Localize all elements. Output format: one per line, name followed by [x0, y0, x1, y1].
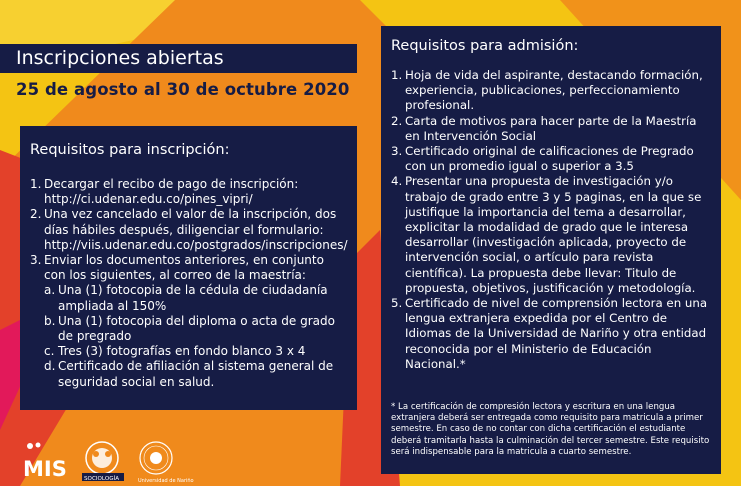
logos — [22, 440, 202, 484]
admission-panel — [381, 26, 721, 474]
list-item: a. Una (1) fotocopia de la cédula de ciudadanía ampliada al 150% — [44, 283, 328, 313]
list-item-text: Certificado original de calificaciones de Pregrado con un promedio igual o superior a 3.5 — [405, 144, 694, 174]
sociologia-logo-text: SOCIOLOGÍA — [84, 476, 120, 482]
admission-heading: Requisitos para admisión: — [391, 38, 579, 54]
sociologia-logo — [82, 442, 124, 482]
page-title: Inscripciones abiertas — [16, 47, 224, 69]
list-item: 2. Carta de motivos para hacer parte de la Maestría en Intervención Social — [391, 113, 697, 143]
list-item-text: Certificado de afiliación al sistema general de seguridad social en salud. — [58, 359, 334, 389]
list-item-text: Carta de motivos para hacer parte de la Maestría en Intervención Social — [405, 113, 697, 143]
list-item-text: Enviar los documentos anteriores, en conjunto con los siguientes, al correo de la maestría: — [44, 253, 324, 283]
logo-graphics — [22, 440, 202, 484]
university-seal — [138, 442, 194, 484]
list-item: 3. Certificado original de calificaciones de Pregrado con un promedio igual o superior a 3.5 — [391, 144, 694, 174]
list-item: b. Una (1) fotocopia del diploma o acta de grado de pregrado — [44, 313, 335, 344]
mis-logo — [23, 443, 67, 482]
mis-logo-text: MIS — [23, 457, 67, 481]
list-item-text: Tres (3) fotografías en fondo blanco 3 x 4 — [58, 344, 306, 359]
list-item: 5. Certificado de nivel de comprensión lectora en una lengua extranjera expedida por el Centro de Idiomas de la Universidad de Nariño y otra entidad reconocida por el Ministerio de Educación Nacional.* — [391, 296, 708, 371]
list-item-text: Decargar el recibo de pago de inscripción: http://ci.udenar.edu.co/pines_vipri/ — [44, 177, 299, 207]
inscription-panel — [20, 126, 357, 410]
inscription-sublist — [44, 283, 347, 389]
list-item: c. Tres (3) fotografías en fondo blanco 3 x 4 — [44, 344, 306, 359]
list-item-text: Una vez cancelado el valor de la inscripción, dos días hábiles después, diligenciar el formulario: http://viis.udenar.edu.co/postgrados/inscripciones/ — [44, 207, 348, 252]
title-bar — [0, 44, 357, 73]
date-range: 25 de agosto al 30 de octubre 2020 — [16, 80, 350, 99]
admission-list — [391, 68, 713, 372]
list-item-text: Presentar una propuesta de investigación y/o trabajo de grado entre 3 y 5 paginas, en la que se justifique la importancia del tema a desarrollar, explicitar la modalidad de grado que le interesa desarrollar (investigación aplicada, proyecto de intervención social, o artículo para revista científica). La propuesta debe llevar: Titulo de propuesta, objetivos, justificación y metodología. — [405, 174, 702, 295]
list-item-text: Una (1) fotocopia de la cédula de ciudadanía ampliada al 150% — [58, 283, 328, 313]
footnote: * La certificación de compresión lectora y escritura en una lengua extranjera deberá ser entregada como requisito para matricula a primer semestre. En caso de no contar con dicha certificación el estudiante deberá tramitarla hasta la culminación del tercer semestre. Este requisito será indispensable para la matricula a cuarto semestre. — [391, 402, 710, 457]
list-item-text: Hoja de vida del aspirante, destacando formación, experiencia, publicaciones, perfeccionamiento profesional. — [405, 68, 703, 113]
list-item: 1. Hoja de vida del aspirante, destacando formación, experiencia, publicaciones, perfeccionamiento profesional. — [391, 68, 703, 113]
university-seal-text: Universidad de Nariño — [138, 478, 194, 484]
list-item: 4. Presentar una propuesta de investigación y/o trabajo de grado entre 3 y 5 paginas, en la que se justifique la importancia del tema a desarrollar, explicitar la modalidad de grado que le interesa desarrollar (investigación aplicada, proyecto de intervención social, o artículo para revista científica). La propuesta debe llevar: Titulo de propuesta, objetivos, justificación y metodología. — [391, 174, 702, 295]
inscription-heading: Requisitos para inscripción: — [30, 142, 230, 158]
list-item: 1. Decargar el recibo de pago de inscripción: http://ci.udenar.edu.co/pines_vipri/ — [30, 177, 299, 207]
inscription-list — [30, 177, 347, 390]
list-item-text: Una (1) fotocopia del diploma o acta de grado de pregrado — [58, 313, 335, 344]
list-item: d. Certificado de afiliación al sistema general de seguridad social en salud. — [44, 359, 334, 389]
list-item: 2. Una vez cancelado el valor de la inscripción, dos días hábiles después, diligenciar el formulario: http://viis.udenar.edu.co/postgrados/inscripciones/ — [30, 207, 348, 252]
list-item: 3. Enviar los documentos anteriores, en conjunto con los siguientes, al correo de la maestría: a. Una (1) fotocopia de la cédula de ciudadanía ampliada al 150% b. Una (1) fotocopia del diploma o acta de grado de pregrado c. Tres (3) fotografías en fondo blanco 3 x 4 d. Certificado de afiliación al sistema general de seguridad social en salud. — [30, 253, 347, 390]
list-item-text: Certificado de nivel de comprensión lectora en una lengua extranjera expedida por el Centro de Idiomas de la Universidad de Nariño y otra entidad reconocida por el Ministerio de Educación Nacional.* — [405, 296, 708, 371]
